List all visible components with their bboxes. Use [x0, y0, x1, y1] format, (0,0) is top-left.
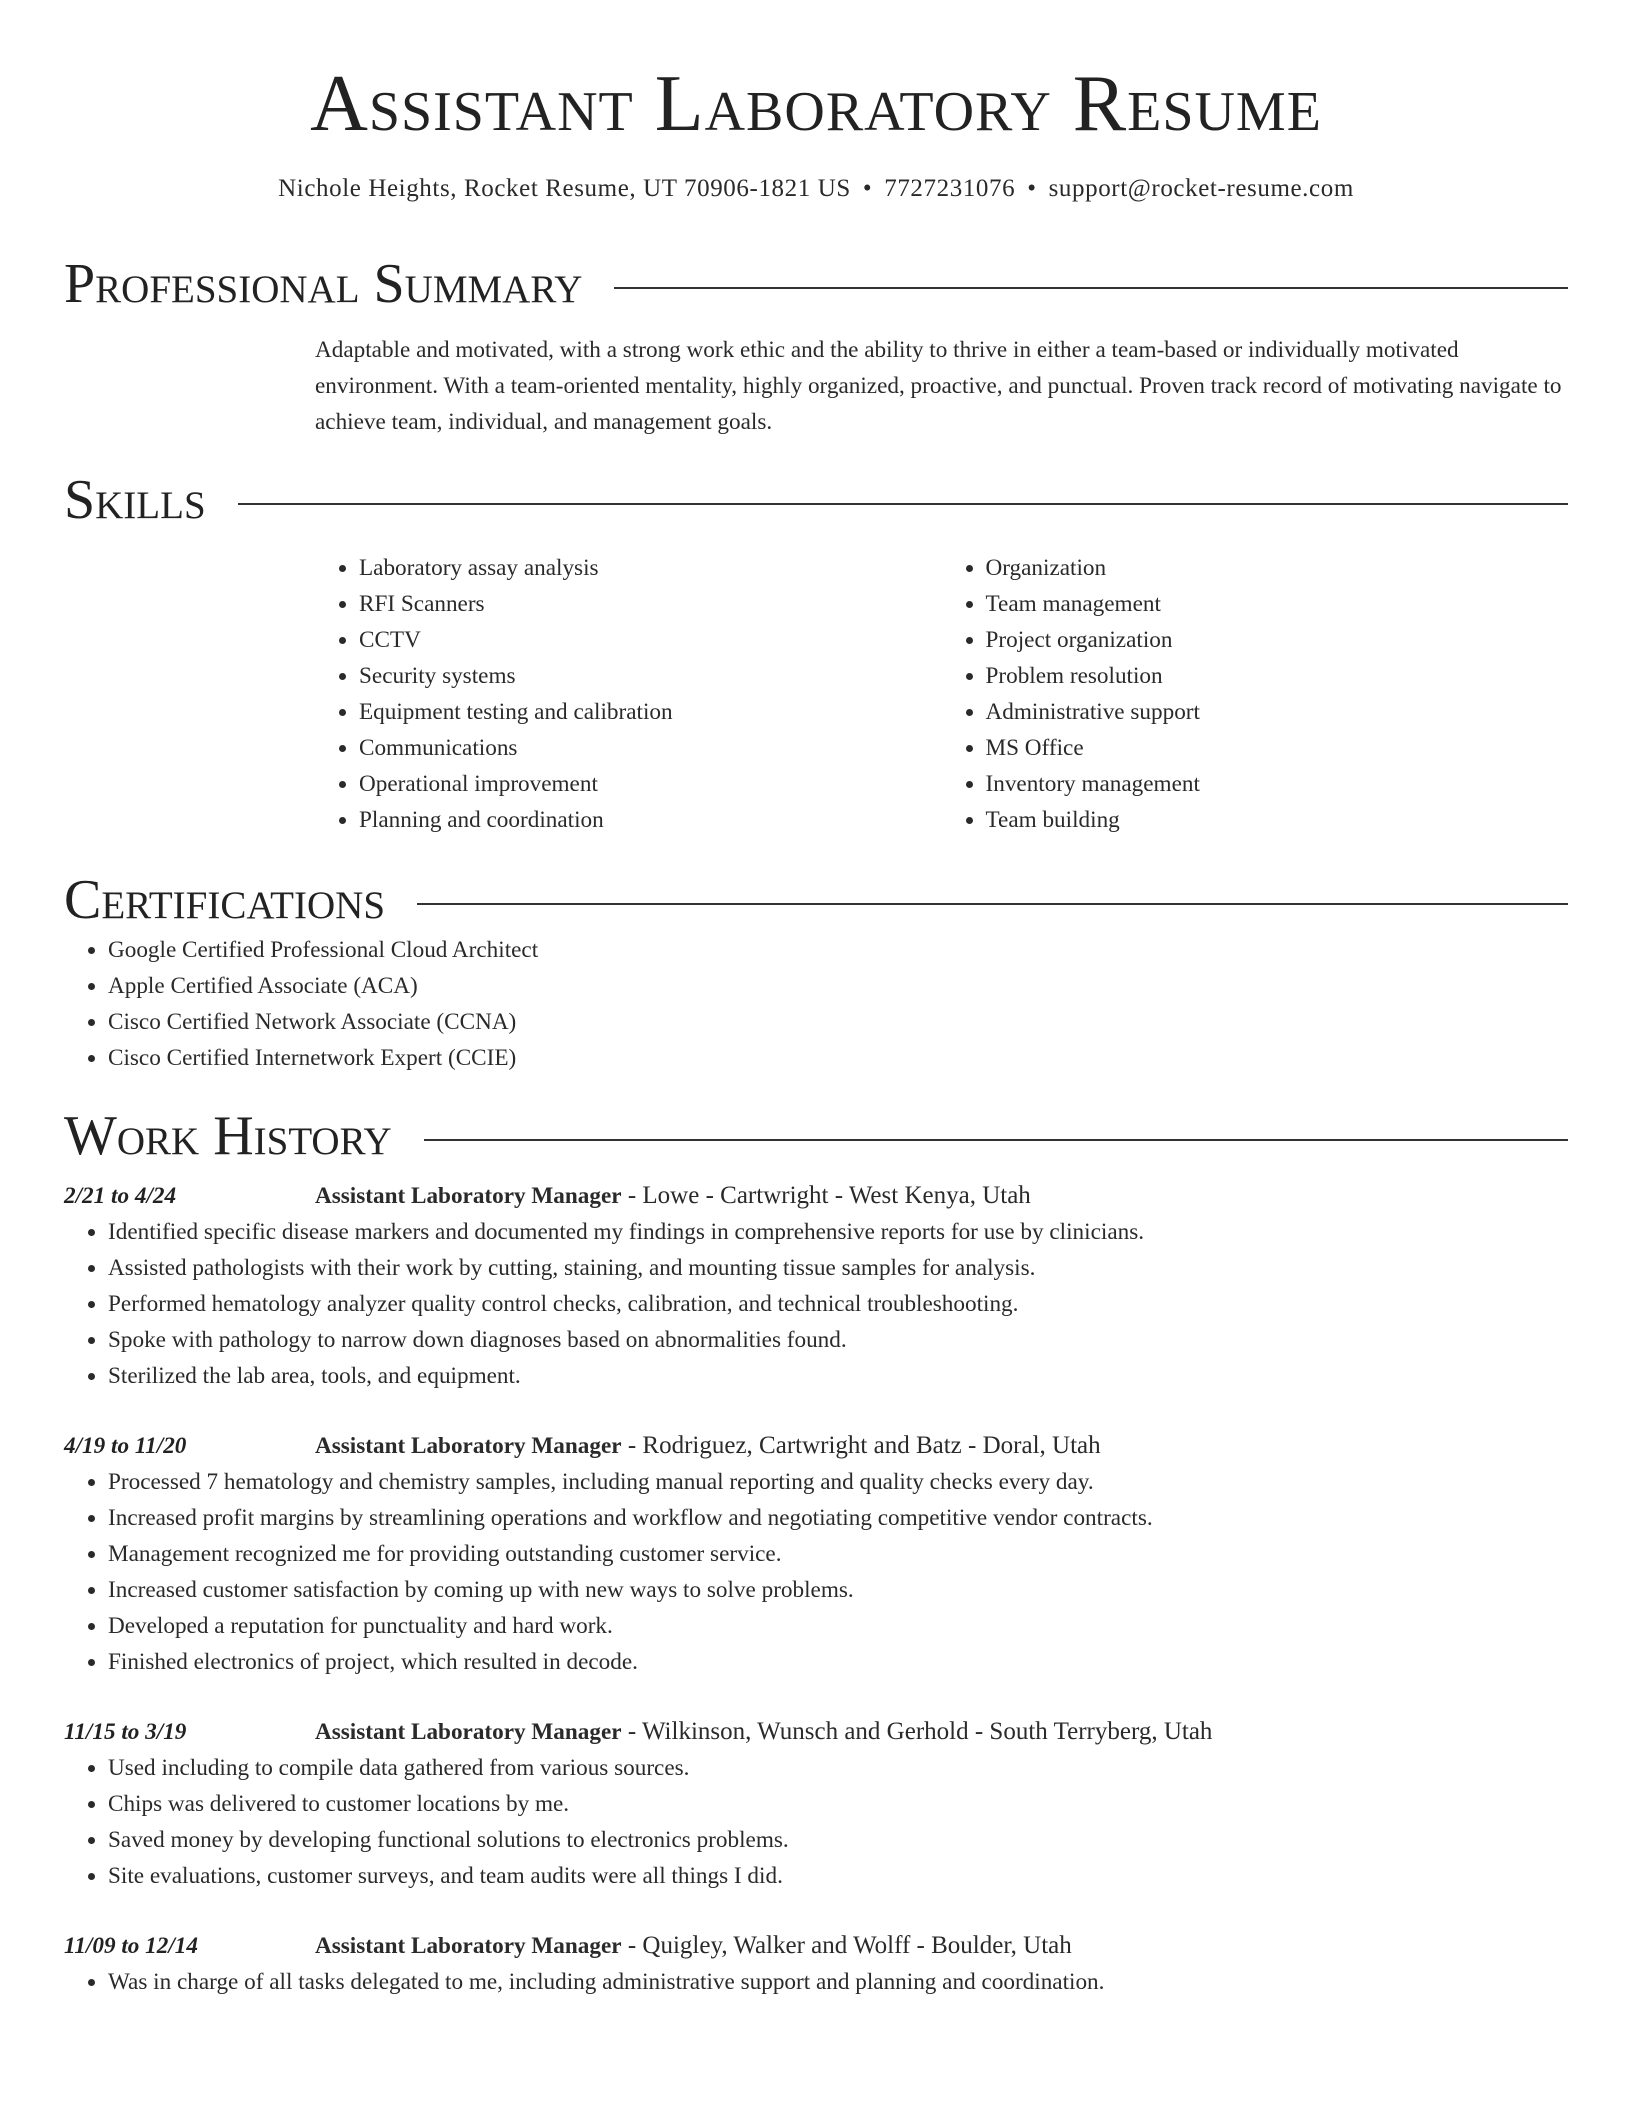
job-task: • Was in charge of all tasks delegated to me, including administrative support and planning and coordination.	[108, 1964, 1568, 2000]
section-title-skills: Skills	[64, 469, 206, 531]
resume-page	[64, 0, 1568, 2000]
skill-item: • Laboratory assay analysis	[359, 550, 942, 586]
skill-item: • Project organization	[986, 622, 1569, 658]
job-task: • Saved money by developing functional solutions to electronics problems.	[108, 1822, 1568, 1858]
job-task: • Performed hematology analyzer quality control checks, calibration, and technical troubleshooting.	[108, 1286, 1568, 1322]
job-dates: 4/19 to 11/20	[64, 1433, 187, 1459]
skill-item: • Planning and coordination	[359, 802, 942, 838]
contact-email: support@rocket-resume.com	[1048, 175, 1354, 202]
certification-item: • Google Certified Professional Cloud Architect	[108, 932, 1568, 968]
contact-address: Nichole Heights, Rocket Resume, UT 70906-1821 US	[278, 175, 851, 202]
job-entry	[64, 1178, 1568, 1394]
certification-item: • Cisco Certified Network Associate (CCNA)	[108, 1004, 1568, 1040]
skill-item: • Operational improvement	[359, 766, 942, 802]
section-divider	[614, 287, 1568, 289]
job-task: • Used including to compile data gathered from various sources.	[108, 1750, 1568, 1786]
job-header	[64, 1428, 1568, 1464]
section-title-certifications: Certifications	[64, 869, 386, 931]
job-task: • Identified specific disease markers and documented my findings in comprehensive reports for use by clinicians.	[108, 1214, 1568, 1250]
job-task: • Sterilized the lab area, tools, and equipment.	[108, 1358, 1568, 1394]
job-task: • Developed a reputation for punctuality and hard work.	[108, 1608, 1568, 1644]
section-header-skills	[64, 468, 1568, 532]
job-title-line	[315, 1428, 1101, 1464]
job-title-line	[315, 1714, 1212, 1750]
job-title-line	[315, 1178, 1031, 1214]
job-task-list	[64, 1214, 1568, 1394]
certification-item: • Apple Certified Associate (ACA)	[108, 968, 1568, 1004]
job-entry	[64, 1928, 1568, 2000]
skill-item: • Team management	[986, 586, 1569, 622]
skill-item: • Security systems	[359, 658, 942, 694]
job-employer: - Lowe - Cartwright - West Kenya, Utah	[621, 1182, 1031, 1209]
contact-line	[64, 174, 1568, 204]
job-task: • Increased customer satisfaction by coming up with new ways to solve problems.	[108, 1572, 1568, 1608]
job-title-line	[315, 1928, 1072, 1964]
skill-item: • RFI Scanners	[359, 586, 942, 622]
skill-item: • MS Office	[986, 730, 1569, 766]
section-header-certifications	[64, 868, 1568, 932]
job-task: • Chips was delivered to customer locations by me.	[108, 1786, 1568, 1822]
job-task-list	[64, 1750, 1568, 1894]
certifications-list	[64, 932, 1568, 1076]
contact-separator: •	[1027, 175, 1037, 202]
skills-list-right	[942, 550, 1569, 838]
job-task: • Finished electronics of project, which resulted in decode.	[108, 1644, 1568, 1680]
skill-item: • CCTV	[359, 622, 942, 658]
skill-item: • Administrative support	[986, 694, 1569, 730]
contact-separator: •	[862, 175, 873, 202]
job-entry	[64, 1714, 1568, 1894]
section-divider	[424, 1139, 1568, 1141]
job-task: • Processed 7 hematology and chemistry samples, including manual reporting and quality checks every day.	[108, 1464, 1568, 1500]
job-task: • Spoke with pathology to narrow down diagnoses based on abnormalities found.	[108, 1322, 1568, 1358]
contact-phone: 7727231076	[884, 175, 1016, 202]
skill-item: • Problem resolution	[986, 658, 1569, 694]
job-task: • Increased profit margins by streamlining operations and workflow and negotiating competitive vendor contracts.	[108, 1500, 1568, 1536]
section-header-work-history	[64, 1104, 1568, 1168]
skill-item: • Inventory management	[986, 766, 1569, 802]
job-employer: - Wilkinson, Wunsch and Gerhold - South Terryberg, Utah	[621, 1718, 1213, 1745]
job-role: Assistant Laboratory Manager	[315, 1719, 622, 1745]
skills-list-left	[315, 550, 942, 838]
resume-title: Assistant Laboratory Resume	[310, 60, 1322, 148]
job-dates: 11/15 to 3/19	[64, 1719, 187, 1745]
job-task: • Site evaluations, customer surveys, and team audits were all things I did.	[108, 1858, 1568, 1894]
job-task-list	[64, 1464, 1568, 1680]
skill-item: • Team building	[986, 802, 1569, 838]
job-dates: 2/21 to 4/24	[64, 1183, 177, 1209]
job-header	[64, 1178, 1568, 1214]
job-task: • Management recognized me for providing outstanding customer service.	[108, 1536, 1568, 1572]
job-header	[64, 1928, 1568, 1964]
section-title-work-history: Work History	[64, 1105, 392, 1167]
summary-text: Adaptable and motivated, with a strong work ethic and the ability to thrive in either a team-based or individually motivated environment. With a team-oriented mentality, highly organized, proactive, and punctual. Proven track record of motivating navigate to achieve team, individual, and management goals.	[315, 337, 1562, 435]
section-divider	[417, 903, 1568, 905]
skill-item: • Equipment testing and calibration	[359, 694, 942, 730]
job-role: Assistant Laboratory Manager	[315, 1183, 622, 1209]
job-employer: - Rodriguez, Cartwright and Batz - Doral, Utah	[621, 1432, 1101, 1459]
job-header	[64, 1714, 1568, 1750]
skill-item: • Organization	[986, 550, 1569, 586]
skills-columns	[315, 550, 1568, 838]
certification-item: • Cisco Certified Internetwork Expert (CCIE)	[108, 1040, 1568, 1076]
job-employer: - Quigley, Walker and Wolff - Boulder, Utah	[621, 1932, 1072, 1959]
job-task: • Assisted pathologists with their work by cutting, staining, and mounting tissue samples for analysis.	[108, 1250, 1568, 1286]
job-dates: 11/09 to 12/14	[64, 1933, 198, 1959]
section-title-summary: Professional Summary	[64, 253, 583, 315]
job-role: Assistant Laboratory Manager	[315, 1433, 622, 1459]
section-divider	[238, 503, 1568, 505]
job-role: Assistant Laboratory Manager	[315, 1933, 622, 1959]
section-header-summary	[64, 252, 1568, 316]
job-entry	[64, 1428, 1568, 1680]
skill-item: • Communications	[359, 730, 942, 766]
job-task-list	[64, 1964, 1568, 2000]
